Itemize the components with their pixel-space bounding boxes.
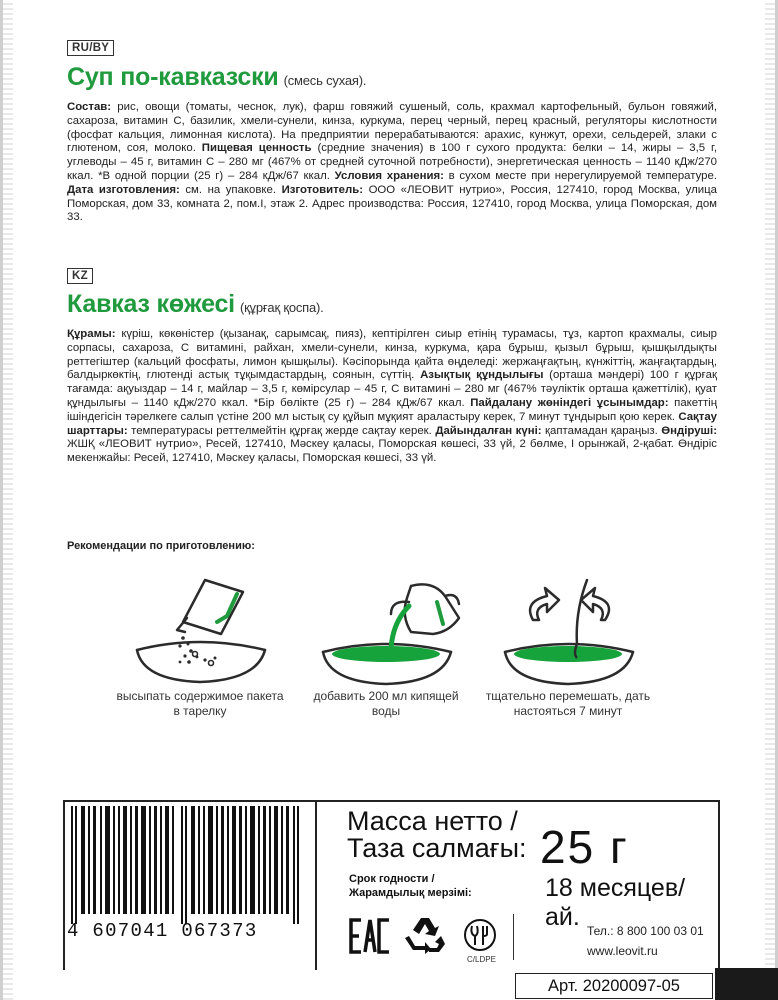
ru-description	[67, 101, 717, 225]
ru-product-title	[67, 63, 366, 92]
eac-mark-icon	[349, 916, 393, 956]
website-link[interactable]: www.leovit.ru	[587, 944, 658, 958]
ru-composition-text: рис, овощи (томаты, чеснок, лук), фарш говяжий сушеный, соль, крахмал картофельный, бульон говяжий, сахароза, витамин С, базилик, хмели-сунели, кинза, куркума, перец черный, перец красный, регуляторы кислотности (фосфат кальция, лимонная кислота). На предприятии перерабатываются: арахис, кунжут, орехи, сельдерей, злаки с глютеном, соя, молоко.	[67, 101, 717, 155]
mass-label-kz: Таза салмағы:	[347, 833, 527, 863]
ru-storage-text: в сухом месте при нерегулируемой температуре.	[443, 169, 717, 182]
lang-tag-ru: RU/BY	[67, 40, 114, 56]
ru-maker-label: Изготовитель:	[281, 183, 364, 196]
ru-date-text: см. на упаковке.	[179, 183, 282, 196]
kz-nutrition-text: (орташа мәндері) 100 г құрғақ тағамда: ақуыздар – 14 г, майлар – 3,5 г, көмірсулар – 45 г, С витамині – 280 мг (467% тәуліктік орташа қажеттілік), қуат құндылығы – 1140 кДж/270 ккал. *Бір бөлікте (25 г) – 284 кДж/67 ккал.	[67, 369, 717, 409]
article-bar	[715, 968, 778, 1000]
kz-nutrition-label: Азықтық құндылығы	[420, 369, 544, 382]
ru-nutrition-text: (средние значения) в 100 г сухого продукта: белки – 14, жиры – 3,5 г, углеводы – 45 г, витамин С – 280 мг (467% от средней суточной потребности), энергетическая ценность – 1140 кДж/270 ккал. *В одной порции (25 г) – 284 кДж/67 ккал.	[67, 142, 717, 182]
kz-subtitle: (құрғақ қоспа).	[239, 300, 324, 315]
net-mass-labels	[347, 808, 527, 862]
prep-step-2-caption: добавить 200 мл кипящей воды	[313, 689, 459, 718]
kz-title-text: Кавказ көжесі	[67, 290, 235, 318]
article-number: Арт. 20200097-05	[515, 973, 713, 999]
prep-step-1	[115, 572, 285, 718]
kz-usage-text: пакеттің ішіндегісін тәрелкеге салып үстіне 200 мл ыстық су құйып мұқият араластыру керек, 7 минут тұндырып қою керек.	[67, 396, 717, 423]
recycle-icon	[405, 916, 445, 954]
lang-tag-kz: KZ	[67, 268, 93, 284]
prep-step-1-caption: высыпать содержимое пакета в тарелку	[116, 689, 284, 718]
barcode-bars-icon	[67, 806, 313, 924]
shelf-life-value: 18 месяцев/ай.	[545, 874, 686, 931]
phone-text: Тел.: 8 800 100 03 01	[587, 924, 704, 938]
kz-maker-text: ЖШҚ «ЛЕОВИТ нутрио», Ресей, 127410, Мәскеу қаласы, Поморская көшесі, 33 үй, 2 бөлме, I орынжай, 2-қабат. Өндіріс мекенжайы: Ресей, 127410, Мәскеу қаласы, Поморская көшесі, 33 үй.	[67, 438, 717, 465]
food-safe-icon	[463, 918, 497, 952]
kz-product-title	[67, 290, 324, 319]
divider	[513, 914, 514, 960]
right-seal-edge	[765, 0, 775, 1000]
ru-storage-label: Условия хранения:	[334, 169, 444, 182]
prep-title: Рекомендации по приготовлению:	[67, 540, 255, 552]
kz-date-text: қаптамадан қараңыз.	[541, 424, 662, 437]
ru-subtitle: (смесь сухая).	[283, 73, 367, 88]
shelf-label-kz: Жарамдылық мерзімі:	[349, 887, 472, 899]
kz-storage-text: температурасы реттелмейтін құрғақ жерде сақтау керек.	[127, 424, 436, 437]
kz-usage-label: Пайдалану жөніндегі ұсынымдар:	[470, 396, 669, 409]
stir-bowl-icon	[493, 572, 643, 687]
kz-description	[67, 328, 717, 466]
ru-nutrition-label: Пищевая ценность	[201, 142, 312, 155]
ru-date-label: Дата изготовления:	[67, 183, 180, 196]
net-mass-value: 25 г	[540, 821, 629, 873]
prep-step-2	[301, 572, 471, 718]
mass-label-ru: Масса нетто /	[347, 806, 518, 836]
shelf-life-labels	[349, 872, 472, 900]
contacts	[587, 921, 704, 961]
ru-title-text: Суп по-кавказски	[67, 63, 279, 91]
kz-composition-label: Құрамы:	[67, 328, 116, 340]
left-seal-edge	[3, 0, 13, 1000]
label-panel	[63, 800, 720, 970]
recycle-code: C/LDPE	[467, 955, 496, 964]
kz-date-label: Дайындалған күні:	[435, 424, 542, 437]
pour-packet-icon	[125, 572, 275, 687]
prep-step-3	[483, 572, 653, 718]
kz-composition-text: күріш, көкөністер (қызанақ, сарымсақ, пияз), кептірілген сиыр етінің турамасы, тұз, картоп крахмалы, сиыр сорпасы, сахароза, С витамині, райхан, хмели-сунели, кинза, куркума, қара бұрыш, қызыл бұрыш, қышқылдықты реттегіштер (кальций фосфаты, лимон қышқылы). Кәсіпорында қайта өңделеді: жержаңғақтың, күнжіттің, жаңғақтардың, балдыркөктің, глютенді астық тұқымдастардың, соянын, сүттің.	[67, 328, 717, 382]
ru-maker-text: ООО «ЛЕОВИТ нутрио», Россия, 127410, город Москва, улица Поморская, дом 33, комната 2, пом.I, этаж 2. Адрес производства: Россия, 127410, город Москва, улица Поморская, дом 33.	[67, 183, 717, 224]
prep-step-3-caption: тщательно перемешать, дать настояться 7 минут	[485, 689, 651, 718]
kz-maker-label: Өндіруші:	[661, 424, 718, 437]
kz-storage-label: Сақтау шарттары:	[67, 410, 717, 437]
barcode-number: 4 607041 067373	[67, 920, 258, 942]
barcode	[65, 802, 317, 970]
shelf-label-ru: Срок годности /	[349, 873, 435, 885]
kettle-pour-icon	[311, 572, 461, 687]
ru-composition-label: Состав:	[67, 101, 112, 113]
